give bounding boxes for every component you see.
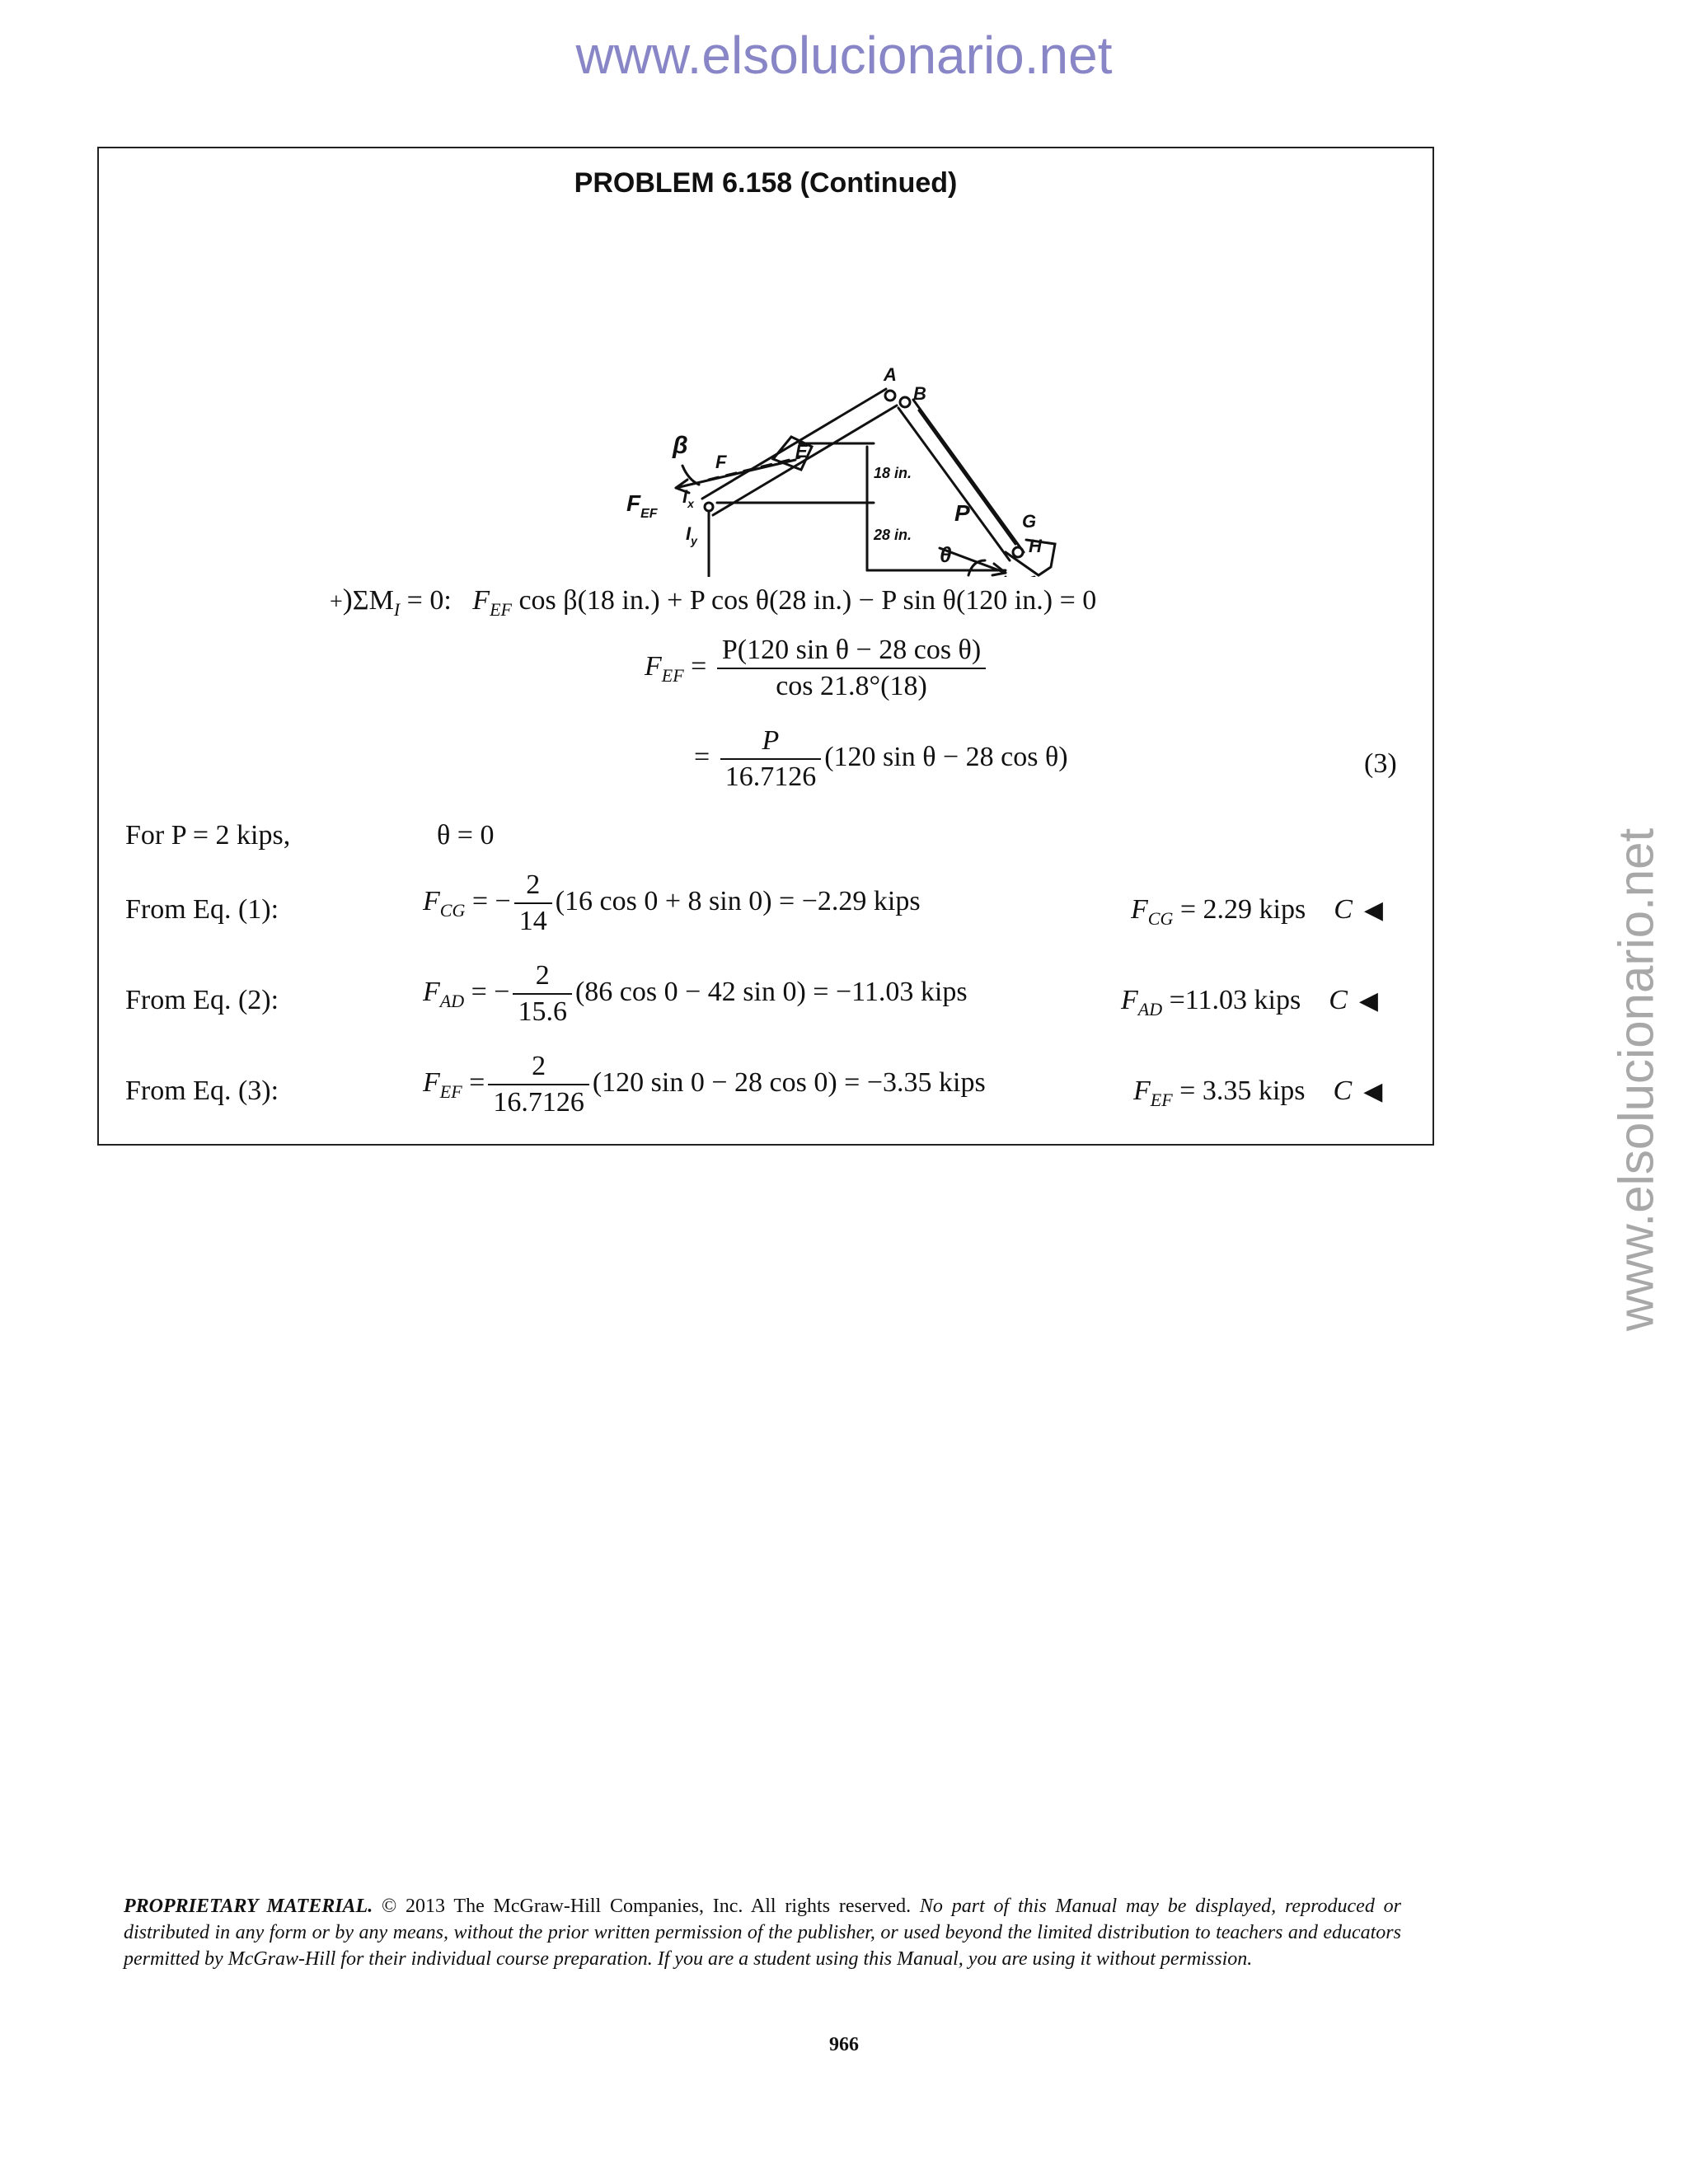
result-equation: $F_{EF}$ = $\frac{2}{16.7126}$ (120 sin 0 − 28 cos 0) = −3.35 kips	[423, 1051, 986, 1118]
answer-marker-icon: ◀	[1363, 1078, 1383, 1105]
label-fef: $F_{EF}$	[626, 490, 658, 521]
watermark-side: www.elsolucionario.net	[1608, 827, 1664, 1332]
label-iy: $I_y$	[686, 523, 697, 547]
result-from: From Eq. (1):	[125, 894, 279, 925]
result-from: From Eq. (2):	[125, 985, 279, 1015]
label-g: G	[1022, 511, 1037, 532]
label-e: E	[795, 441, 808, 462]
arm-right-edge	[913, 400, 1024, 552]
pin-b	[900, 397, 910, 407]
label-h: H	[1029, 536, 1042, 556]
given-label: For P = 2 kips,	[125, 820, 291, 851]
result-answer: $F_{AD} =11.03$ kips C ◀	[1121, 985, 1378, 1019]
answer-marker-icon: ◀	[1363, 897, 1383, 924]
result-from: From Eq. (3):	[125, 1076, 279, 1106]
label-18in: 18 in.	[874, 465, 912, 481]
label-ix: $I_x$	[682, 486, 694, 510]
fef-equation-1: $F_{EF}$ = $\frac{\text{P(120 sin θ − 28 cos θ)}}{\cos 21.8^\circ(18)}$	[645, 635, 989, 702]
label-b: B	[913, 383, 926, 404]
watermark-top: www.elsolucionario.net	[575, 26, 1113, 85]
page-number: 966	[829, 2034, 859, 2055]
problem-title: PROBLEM 6.158 (Continued)	[574, 167, 958, 199]
free-body-diagram	[511, 264, 1104, 577]
label-p: P	[954, 500, 970, 526]
result-equation: $F_{CG}$ = − $\frac{2}{14}$ (16 cos 0 + 8 sin 0) = −2.29 kips	[423, 869, 921, 936]
moment-equation: $+)\Sigma M_I = 0$: $F_{EF}$ cos β(18 in.) + P cos θ(28 in.) − P sin θ(120 in.) = 0	[330, 583, 1097, 620]
pin-h	[1013, 547, 1023, 557]
problem-frame	[97, 147, 1434, 1146]
result-answer: $F_{EF} = 3.35$ kips C ◀	[1133, 1076, 1383, 1110]
copyright-footer: PROPRIETARY MATERIAL. © 2013 The McGraw-Hill Companies, Inc. All rights reserved. No part of this Manual may be displayed, reproduced or distributed in any form or by any means, without the prior written permission of the publisher, or used beyond the limited distribution to teachers and educators permitted by McGraw-Hill for their individual course preparation. If you are a student using this Manual, you are using it without permission.	[124, 1896, 1401, 1970]
arm-left-edge	[898, 408, 1010, 560]
result-equation: $F_{AD}$ = − $\frac{2}{15.6}$ (86 cos 0 − 42 sin 0) = −11.03 kips	[423, 960, 968, 1027]
label-a: A	[884, 364, 897, 385]
given-theta: θ = 0	[437, 820, 495, 851]
pin-a	[885, 391, 895, 401]
label-28in: 28 in.	[874, 527, 912, 543]
label-f: F	[715, 452, 727, 472]
answer-marker-icon: ◀	[1358, 987, 1378, 1015]
fef-equation-2: = $\frac{P}{16.7126}$ (120 sin θ − 28 cos θ)	[694, 725, 1068, 792]
equation-number-3: (3)	[1364, 748, 1397, 779]
theta-arc	[968, 560, 985, 575]
label-theta: θ	[940, 542, 952, 567]
label-beta: β	[673, 432, 688, 459]
result-answer: $F_{CG} = 2.29$ kips C ◀	[1131, 894, 1383, 929]
